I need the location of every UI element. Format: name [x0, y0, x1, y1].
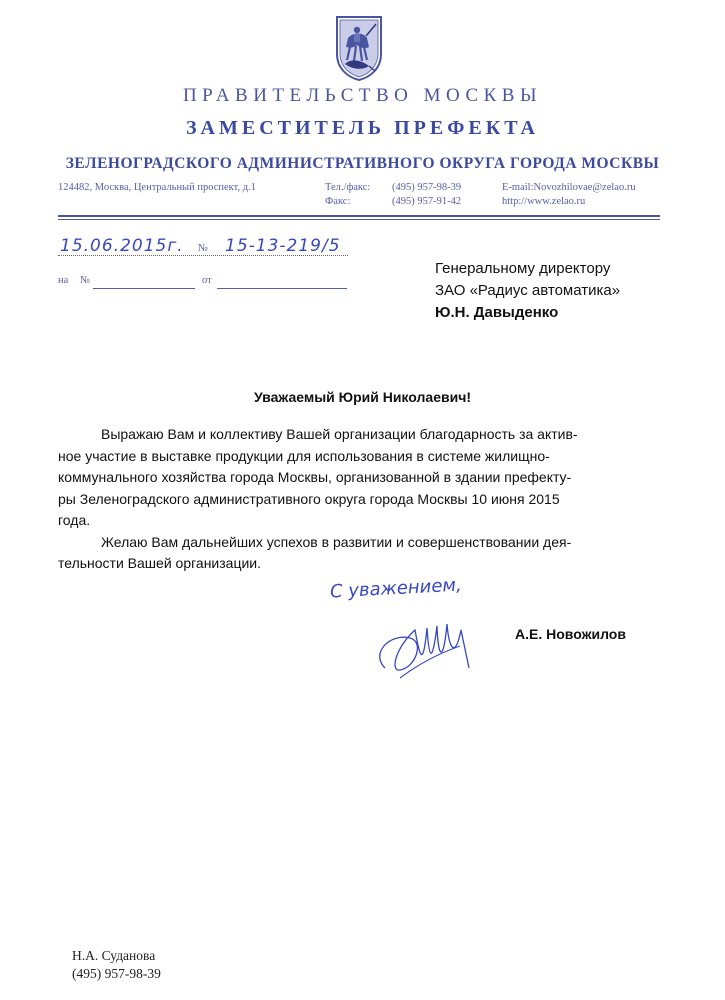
signer-name: А.Е. Новожилов: [515, 626, 626, 642]
number-sign: №: [198, 243, 209, 254]
handwritten-signature-icon: [365, 608, 485, 688]
outgoing-number: 15-13-219/5: [225, 236, 341, 256]
reply-from-label: от: [202, 275, 212, 286]
fax-number: (495) 957-91-42: [392, 196, 462, 207]
department-title: ЗАМЕСТИТЕЛЬ ПРЕФЕКТА: [185, 117, 540, 139]
executor-name: Н.А. Суданова: [72, 948, 156, 963]
recipient-name: Ю.Н. Давыденко: [435, 304, 559, 321]
reply-date-blank: [217, 288, 347, 289]
reply-to-label: на: [58, 275, 69, 286]
address: 124482, Москва, Центральный проспект, д.1: [58, 182, 256, 193]
fax-label: Факс:: [325, 196, 351, 207]
body-line: Желаю Вам дальнейших успехов в развитии и совершенствовании дея-: [101, 533, 572, 550]
body-line: года.: [58, 512, 91, 528]
letter-body: [58, 424, 680, 575]
tel-fax-number: (495) 957-98-39: [392, 182, 462, 193]
handwritten-greeting: С уважением,: [329, 574, 463, 603]
moscow-coat-of-arms-icon: [333, 14, 385, 82]
recipient-company: ЗАО «Радиус автоматика»: [435, 282, 621, 299]
body-line: ное участие в выставке продукции для использования в системе жилищно-: [58, 447, 550, 464]
letterhead-divider-thin: [58, 219, 660, 220]
letterhead-divider: [58, 215, 660, 217]
salutation: Уважаемый Юрий Николаевич!: [254, 389, 471, 405]
government-title: ПРАВИТЕЛЬСТВО МОСКВЫ: [182, 85, 543, 106]
body-line: Выражаю Вам и коллективу Вашей организации благодарность за актив-: [101, 426, 578, 442]
reply-number-sign: №: [80, 275, 91, 286]
executor-phone: (495) 957-98-39: [72, 966, 161, 981]
body-line: ры Зеленоградского административного округа города Москвы 10 июня 2015: [58, 490, 560, 507]
recipient-position: Генеральному директору: [435, 260, 611, 277]
body-line: коммунального хозяйства города Москвы, организованной в здании префекту-: [58, 469, 572, 485]
email: E-mail:Novozhilovae@zelao.ru: [502, 182, 636, 193]
outgoing-date: 15.06.2015г.: [60, 236, 184, 256]
reply-number-blank: [93, 288, 195, 289]
okrug-title: ЗЕЛЕНОГРАДСКОГО АДМИНИСТРАТИВНОГО ОКРУГА ГОРОДА МОСКВЫ: [65, 155, 660, 172]
body-line: тельности Вашей организации.: [58, 555, 261, 571]
tel-fax-label: Тел./факс:: [325, 182, 371, 193]
website: http://www.zelao.ru: [502, 196, 586, 207]
